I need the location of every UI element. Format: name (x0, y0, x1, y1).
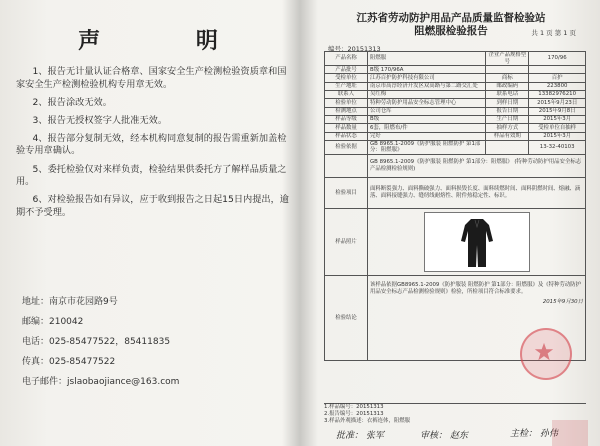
report-notes (324, 404, 586, 426)
photo-cell (368, 209, 586, 276)
sample-photo (424, 212, 530, 272)
row-label2: 商标 (486, 74, 529, 82)
row-value2: 2015年9月23日 (529, 99, 586, 107)
report-row (325, 91, 586, 99)
row-value: 江苏百护防护科技有限公司 (368, 74, 486, 82)
declaration-item: 4、报告部分复制无效，经本机构同意复制的报告需重新加盖检验专用章确认。 (16, 132, 287, 157)
row-value2: 13382976210 (529, 91, 586, 99)
row-label2: 生产日期 (486, 115, 529, 123)
row-value: 公司仓库 (368, 107, 486, 115)
row-label: 样品状态 (325, 132, 368, 140)
row-value2: 2015年9月8日 (529, 107, 586, 115)
row-label2: 到样日期 (486, 99, 529, 107)
basis-note-label (325, 155, 368, 178)
row-value2: 2015年3月 (529, 115, 586, 123)
row-label: 样品数量 (325, 124, 368, 132)
row-label2 (486, 140, 529, 154)
report-number: 编号：20151313 (328, 45, 381, 53)
inspector-signature: 主检： 孙伟 (510, 429, 558, 439)
contact-info (22, 296, 179, 395)
row-value: 阻燃服 (368, 52, 486, 66)
inspection-items-label: 检验项目 (325, 178, 368, 209)
approver-signature: 批准： 张军 (336, 431, 384, 441)
contact-phone: 电话：025-85477522，85411835 (22, 336, 171, 347)
row-label2: 样品有效期 (486, 132, 529, 140)
row-value2: 百护 (529, 74, 586, 82)
row-label2: 联系电话 (486, 91, 529, 99)
row-label2: 邮政编码 (486, 82, 529, 90)
report-title-line2: 阻燃服检验报告 (414, 25, 488, 37)
row-value2: 223800 (529, 82, 586, 90)
row-value: GB 8965.1-2009《防护服装 阻燃防护 第1部分：阻燃服》 (368, 140, 486, 154)
report-row (325, 66, 586, 74)
report-row (325, 115, 586, 123)
photo-label: 样品照片 (325, 209, 368, 276)
declaration-item: 3、报告无授权签字人批准无效。 (32, 114, 168, 126)
note-item: 1.样品编号：20151313 (324, 404, 384, 410)
conclusion-text: 该样品依据GB8965.1-2009《防护服装 阻燃防护 第1部分：阻燃服》及《特种劳动防护用品安全标志产品检测检验规则》检验，所检项目符合标准要求。 (370, 282, 581, 295)
report-row (325, 124, 586, 132)
report-row (325, 107, 586, 115)
corner-stamp (552, 420, 588, 446)
contact-postcode: 邮编：210042 (22, 316, 84, 327)
report-page (302, 0, 600, 446)
note-item: 3.样品外观描述：衣裤连体，阻燃服 (324, 418, 411, 425)
row-label2: 抽样方式 (486, 124, 529, 132)
declaration-item: 6、对检验报告如有异议，应于收到报告之日起15日内提出，逾期不予受理。 (16, 194, 289, 218)
report-title-line1: 江苏省劳动防护用品产品质量监督检验站 (356, 12, 546, 24)
row-label2: 报告日期 (486, 107, 529, 115)
official-stamp (520, 328, 572, 380)
declaration-title: 声 明 (78, 29, 262, 54)
conclusion-date: 2015年9月30日 (542, 299, 583, 306)
contact-address: 地址：南京市花园路9号 (22, 297, 118, 307)
report-row (325, 132, 586, 140)
row-value2: 13-32-40103 (529, 140, 586, 154)
row-label: 产品名称 (325, 52, 368, 66)
reviewer-signature: 审核： 赵东 (420, 431, 468, 441)
report-row (325, 99, 586, 107)
note-item: 2.报告编号：20151313 (324, 411, 384, 418)
row-value2: 2015年3月 (529, 132, 586, 140)
row-label: 生产地址 (325, 82, 368, 90)
row-label: 联系人 (325, 91, 368, 99)
row-value: B级 170/96A (368, 66, 486, 74)
declaration-item: 5、委托检验仅对来样负责，检验结果供委托方了解样品质量之用。 (16, 163, 287, 188)
row-value2 (529, 66, 586, 74)
coverall-image (459, 217, 495, 269)
report-row (325, 82, 586, 90)
row-value: 南京市高淳经济开发区双高路与第二路交汇处 (368, 82, 486, 90)
contact-email: 电子邮件：jslaobaojiance@163.com (22, 376, 180, 387)
declaration-item: 1、报告无计量认证合格章、国家安全生产检测检验资质章和国家安全生产检测检验机构专用章无效。 (16, 66, 287, 90)
row-value: B级 (368, 115, 486, 123)
row-label: 检测地点 (325, 107, 368, 115)
page-number: 共 1 页 第 1 页 (531, 29, 576, 37)
report-row (325, 140, 586, 154)
row-value: 6套，阻燃布/件 (368, 124, 486, 132)
stamp-star-icon (522, 330, 566, 374)
report-row (325, 74, 586, 82)
report-table (324, 51, 586, 361)
row-value: 吴红梅 (368, 91, 486, 99)
row-label: 样品等级 (325, 115, 368, 123)
row-value2: 170/96 (529, 52, 586, 66)
row-label2 (486, 66, 529, 74)
declaration-item: 2、报告涂改无效。 (32, 96, 112, 108)
row-label: 产品批号 (325, 66, 368, 74)
row-value: 特种劳动防护用品安全标志管理中心 (368, 99, 486, 107)
row-value: 完好 (368, 132, 486, 140)
inspection-items: 面料断裂强力、面料撕破强力、面料损毁长度、面料续燃时间、面料阴燃时间、熔融、滴落、面料接缝强力、缝纫线耐熔性、附件热稳定性、标识。 (368, 178, 586, 209)
row-label2: 企业产品规格型号 (486, 52, 529, 66)
declaration-list (16, 66, 291, 225)
report-row (325, 52, 586, 66)
conclusion-label: 检验结论 (325, 276, 368, 361)
row-label: 受检单位 (325, 74, 368, 82)
row-label: 检验单位 (325, 99, 368, 107)
contact-fax: 传真：025-85477522 (22, 356, 116, 367)
row-value2: 受检单位自抽样 (529, 124, 586, 132)
row-label: 检验依据 (325, 140, 368, 154)
basis-note: GB 8965.1-2009《防护服装 阻燃防护 第1部分：阻燃服》 (特种劳动防护用品安全标志产品检测检验规则) (368, 155, 586, 178)
